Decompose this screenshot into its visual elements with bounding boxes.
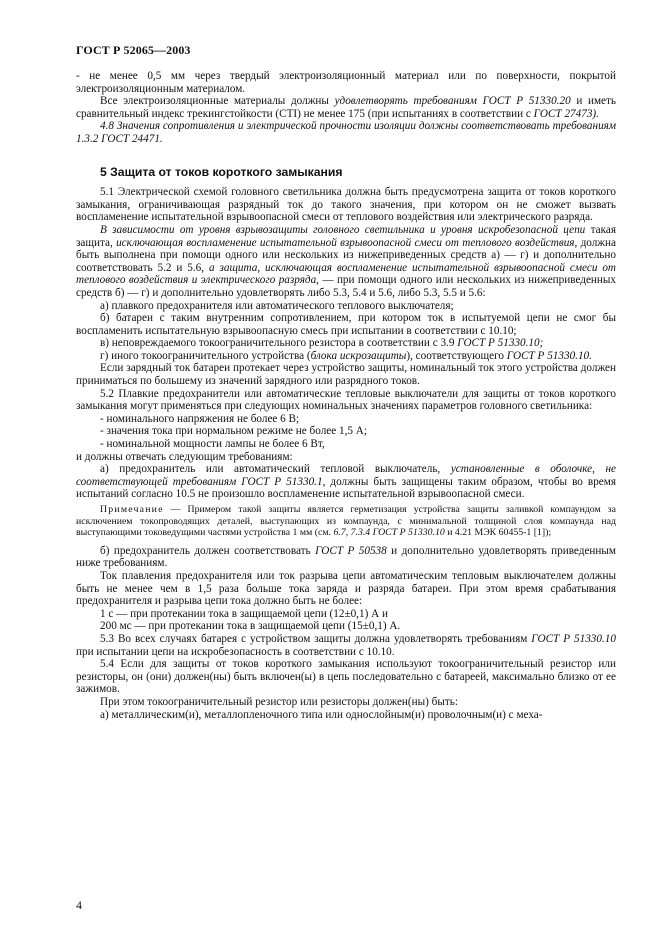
paragraph-5-3 (76, 633, 616, 658)
text-run: при испытании цепи на искробезопасность в соответствии с 10.10. (76, 645, 395, 658)
standard-reference: ГОСТ 27473). (533, 107, 599, 120)
paragraph: Ток плавления предохранителя или ток разрыва цепи автоматическим тепловым выключателем должны быть не менее чем в 1,5 раза больше тока заряда и разряда батареи. При этом время срабатывания предохранителя и разрыва цепи тока должно быть не более: (76, 569, 616, 608)
list-item: а) металлическим(и), металлопленочного типа или однослойным(и) проволочным(и) с меха- (100, 708, 543, 721)
text-run: 5.3 Во всех случаях батарея с устройством защиты должна удовлетворять требованиям (100, 632, 532, 645)
standard-reference: ГОСТ Р 50538 (315, 544, 387, 557)
paragraph-5-2: 5.2 Плавкие предохранители или автоматические тепловые выключатели для защиты от токов короткого замыкания могут применяться при следующих номинальных значениях параметров головного светильника: (76, 387, 616, 413)
text-run: В зависимости от уровня взрывозащиты головного светильника и уровня искробезопасной цепи (100, 223, 586, 236)
text-run: установленные в оболочке, не соответствующей требованиям ГОСТ Р 51330.1 (76, 463, 617, 488)
paragraph: 200 мс — при протекании тока в защищаемой цепи (15±0,1) А. (100, 620, 401, 633)
text-run: и 4.21 МЭК 60455-1 [1]); (444, 527, 552, 539)
text-run: , должна быть выполнена при помощи одного или нескольких из нижеприведенных средств а) — г) и дополнительно соответствовать 5.2 и 5.6, (76, 236, 616, 274)
list-item (76, 545, 616, 570)
text-run: , должны быть защищены таким образом, чтобы во время испытаний согласно 10.5 не произошло воспламенение испытательной взрывоопасной смеси. (76, 475, 616, 501)
paragraph (76, 95, 616, 120)
section-title: 5 Защита от токов короткого замыкания (100, 164, 343, 179)
text-run: такая защита, (76, 223, 616, 249)
document-header: ГОСТ Р 52065—2003 (76, 43, 191, 57)
paragraph: 1 с — при протекании тока в защищаемой цепи (12±0,1) А и (100, 607, 388, 620)
text-run: ), соответствующего (406, 349, 507, 362)
paragraph: и должны отвечать следующим требованиям: (76, 450, 293, 463)
text-run: в) неповреждаемого токоограничительного резистора в соответствии с 3.9 (100, 337, 458, 350)
text-run: а защита, исключающая воспламенение испытательной взрывоопасной смеси от теплового воздействия и электрического разряда, (76, 261, 617, 287)
list-item (76, 463, 616, 501)
standard-reference: ГОСТ Р 51330.10. (506, 349, 592, 362)
list-item: - номинального напряжения не более 6 В; (100, 412, 300, 425)
text-run: — Примером такой защиты является герметизация устройства защиты заливкой компаундом за исключением токопроводящих деталей, выступающих из компаунда, с минимальной толщиной слоя компаунда над выступающими токоведущими частями устройства 1 мм (см. (76, 504, 616, 539)
text-run: а) предохранитель или автоматический тепловой выключатель, (100, 463, 451, 476)
standard-reference: 6.7, 7.3.4 ГОСТ Р 51330.10 (333, 527, 445, 539)
note (76, 504, 616, 539)
paragraph (76, 224, 616, 300)
text-run: блока искрозащиты (310, 349, 407, 362)
text-run: — при помощи одного или нескольких из нижеприведенных средств б) — г) и дополнительно удовлетворять либо 5.3, 5.4 и 5.6, либо 5.3, 5.5 и 5.6: (76, 274, 617, 299)
note-label: Примечание (100, 504, 164, 515)
list-item: - значения тока при нормальном режиме не более 1,5 А; (100, 425, 367, 438)
list-item: а) плавкого предохранителя или автоматического теплового выключателя; (100, 299, 454, 312)
paragraph: - не менее 0,5 мм через твердый электроизоляционный материал или по поверхности, покрытой электроизоляционным материалом. (76, 70, 616, 95)
paragraph-4-8: 4.8 Значения сопротивления и электрической прочности изоляции должны соответствовать требованиям 1.3.2 ГОСТ 24471. (76, 120, 616, 145)
list-item (76, 337, 616, 350)
paragraph-5-4: 5.4 Если для защиты от токов короткого замыкания используют токоограничительный резистор или резисторы, он (они) должен(ны) быть включен(ы) в цепь последовательно с батареей, максимально близко от ее зажимов. (76, 658, 616, 696)
text-run: б) предохранитель должен соответствовать (100, 544, 316, 557)
text-run: г) иного токоограничительного устройства ( (100, 349, 311, 362)
page-number: 4 (76, 898, 82, 912)
paragraph: Если зарядный ток батареи протекает через устройство защиты, номинальный ток этого устройства должен приниматься по большему из значений зарядного или разрядного токов. (76, 362, 616, 388)
text-run: и иметь сравнительный индекс трекингстойкости (СТI) не менее 175 (при испытаниях в соответствии с (76, 95, 617, 120)
list-item: - номинальной мощности лампы не более 6 Вт, (100, 438, 325, 451)
list-item (76, 350, 616, 363)
standard-reference: ГОСТ Р 51330.10 (531, 632, 616, 645)
list-item: б) батареи с таким внутренним сопротивлением, при котором ток в испытуемой цепи не смог бы воспламенить испытательную взрывоопасную смесь при испытании в соответствии с 10.10; (76, 312, 616, 337)
paragraph-5-1: 5.1 Электрической схемой головного светильника должна быть предусмотрена защита от токов короткого замыкания, ограничивающая разрядный ток до такого значения, при котором он не сможет вызвать воспламенение испытательной взрывоопасной смеси от теплового воздействия или электрического разряда. (76, 186, 616, 224)
page-body (76, 70, 616, 721)
text-run: и дополнительно удовлетворять приведенным ниже требованиям. (76, 544, 616, 570)
text-run: Все электроизоляционные материалы должны (100, 95, 335, 108)
text-run: исключающая воспламенение испытательной взрывоопасной смеси от теплового воздействия (116, 236, 575, 249)
standard-reference: удовлетворять требованиям ГОСТ Р 51330.20 (334, 95, 571, 108)
paragraph: При этом токоограничительный резистор или резисторы должен(ны) быть: (100, 695, 458, 708)
standard-reference: ГОСТ Р 51330.10; (457, 337, 544, 350)
